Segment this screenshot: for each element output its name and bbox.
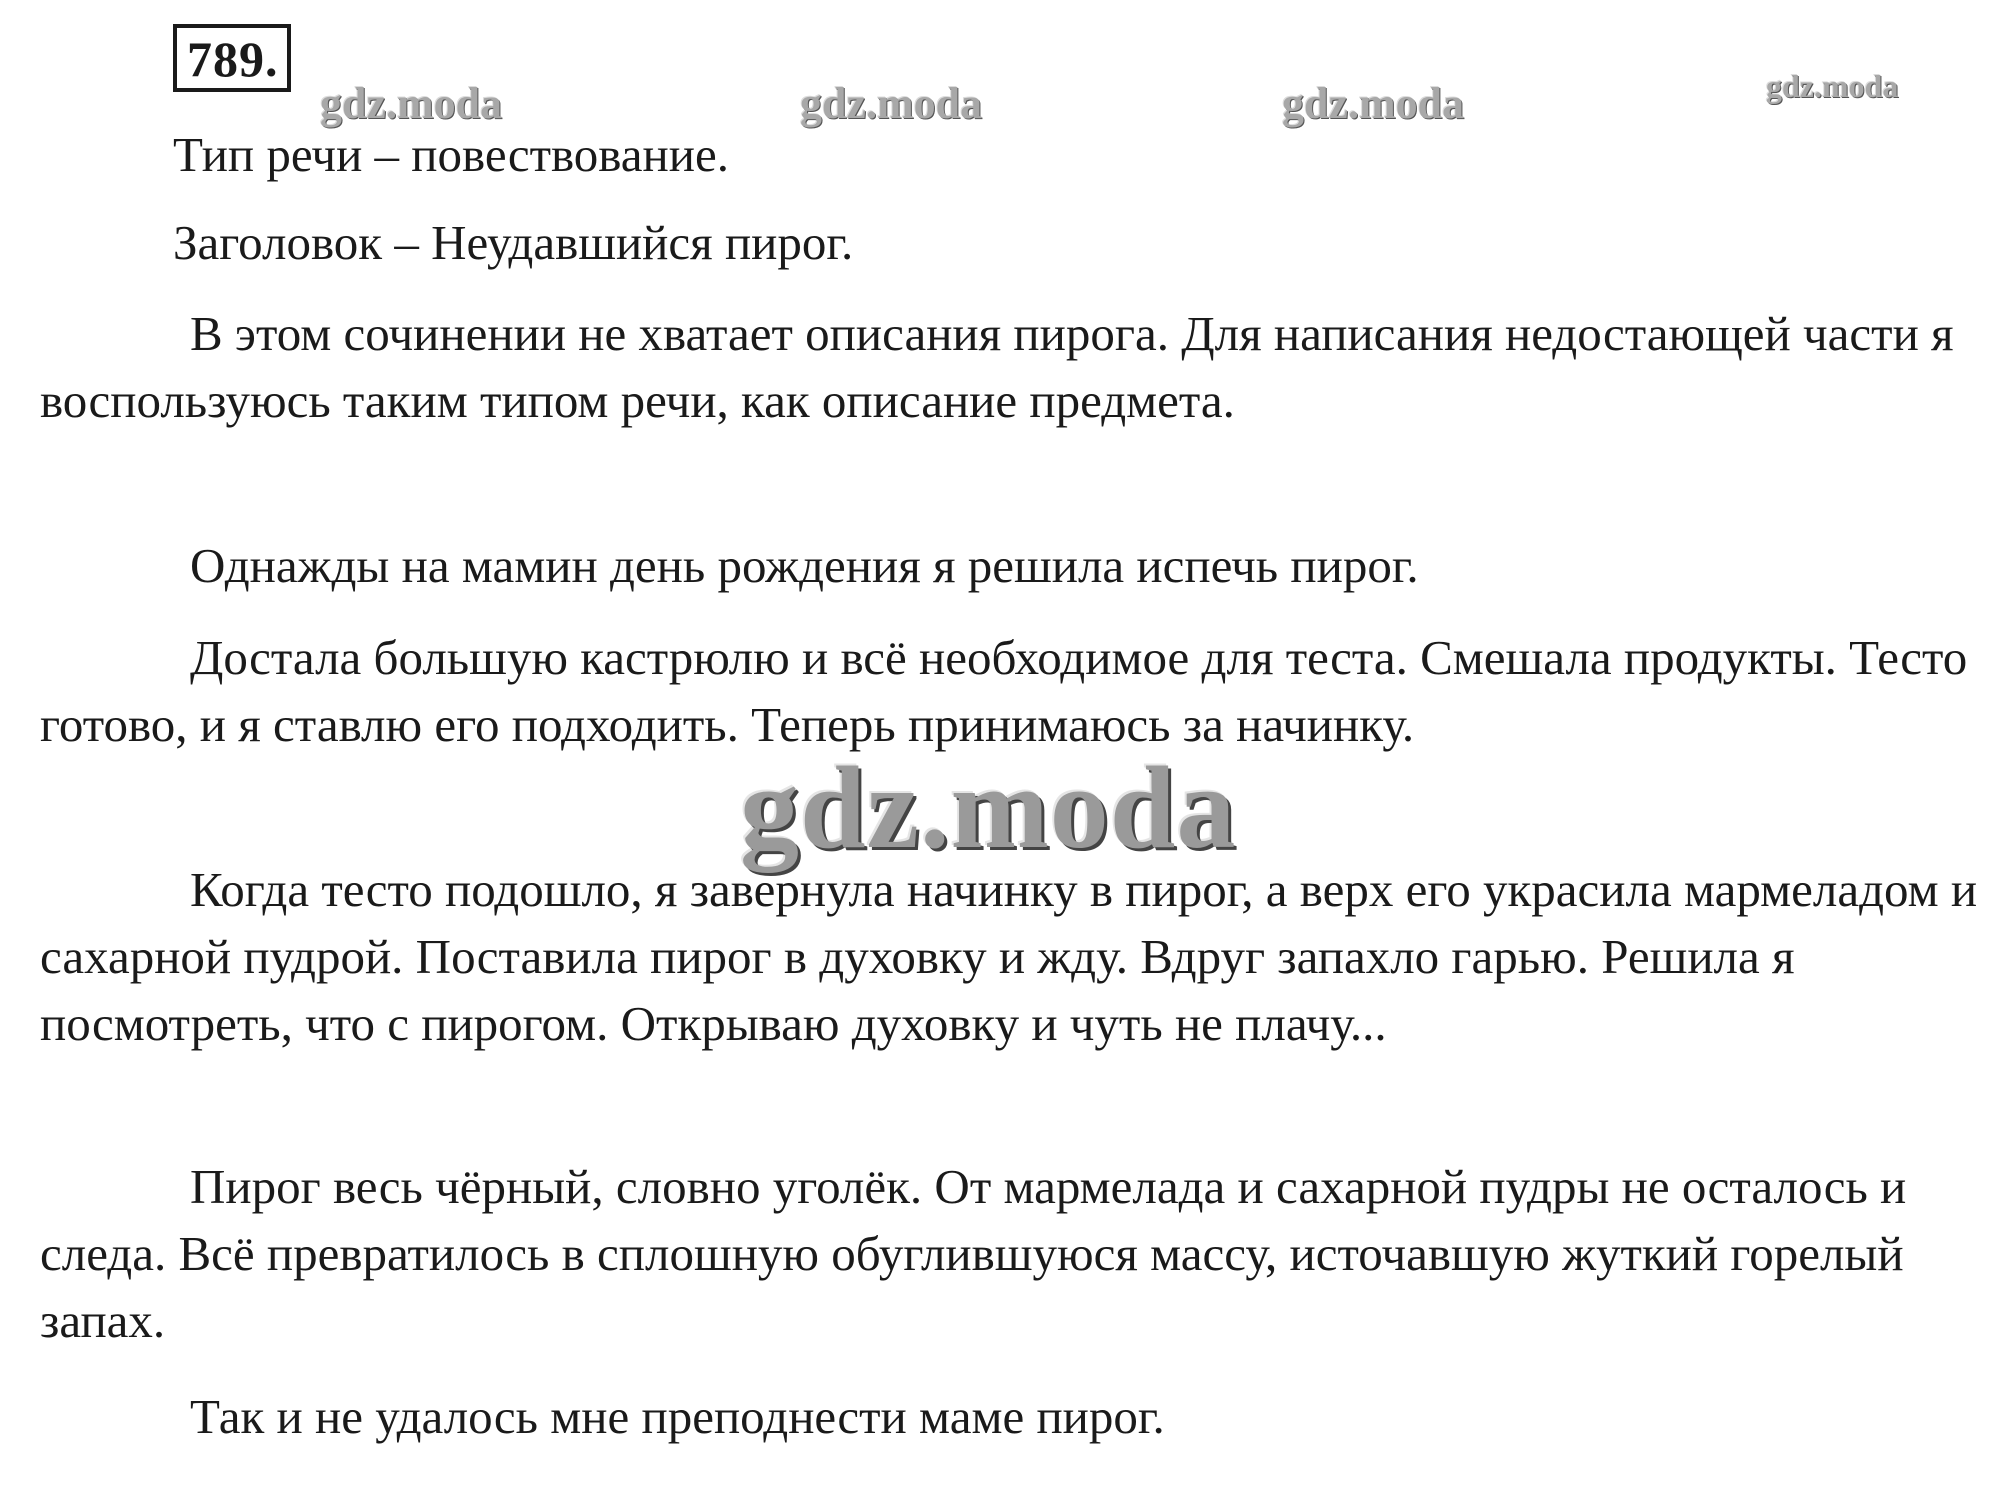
paragraph: Так и не удалось мне преподнести маме пирог.	[190, 1389, 1165, 1444]
paragraph: В этом сочинении не хватает описания пирога. Для написания недостающей части я воспользуюсь таким типом речи, как описание предмета.	[40, 306, 1954, 428]
speech-type-line: Тип речи – повествование.	[173, 127, 729, 182]
title-line: Заголовок – Неудавшийся пирог.	[173, 215, 854, 270]
watermark: gdz.moda	[1282, 79, 1465, 128]
paragraph: Когда тесто подошло, я завернула начинку в пирог, а верх его украсила мармеладом и сахарной пудрой. Поставила пирог в духовку и жду. Вдруг запахло гарью. Решила я посмотреть, что с пирогом. Открываю духовку и чуть не плачу...	[40, 862, 1978, 1051]
watermark: gdz.moda	[1766, 68, 1899, 104]
watermark: gdz.moda	[320, 79, 503, 128]
paragraph: Пирог весь чёрный, словно уголёк. От мармелада и сахарной пудры не осталось и следа. Всё превратилось в сплошную обуглившуюся массу, источавшую жуткий горелый запах.	[40, 1159, 1907, 1348]
paragraph: Однажды на мамин день рождения я решила испечь пирог.	[190, 538, 1419, 593]
watermark-large: gdz.moda	[740, 742, 1237, 873]
paragraph: Достала большую кастрюлю и всё необходимое для теста. Смешала продукты. Тесто готово, и я ставлю его подходить. Теперь принимаюсь за начинку.	[40, 630, 1968, 752]
watermark: gdz.moda	[800, 79, 983, 128]
exercise-number: 789.	[173, 24, 291, 92]
